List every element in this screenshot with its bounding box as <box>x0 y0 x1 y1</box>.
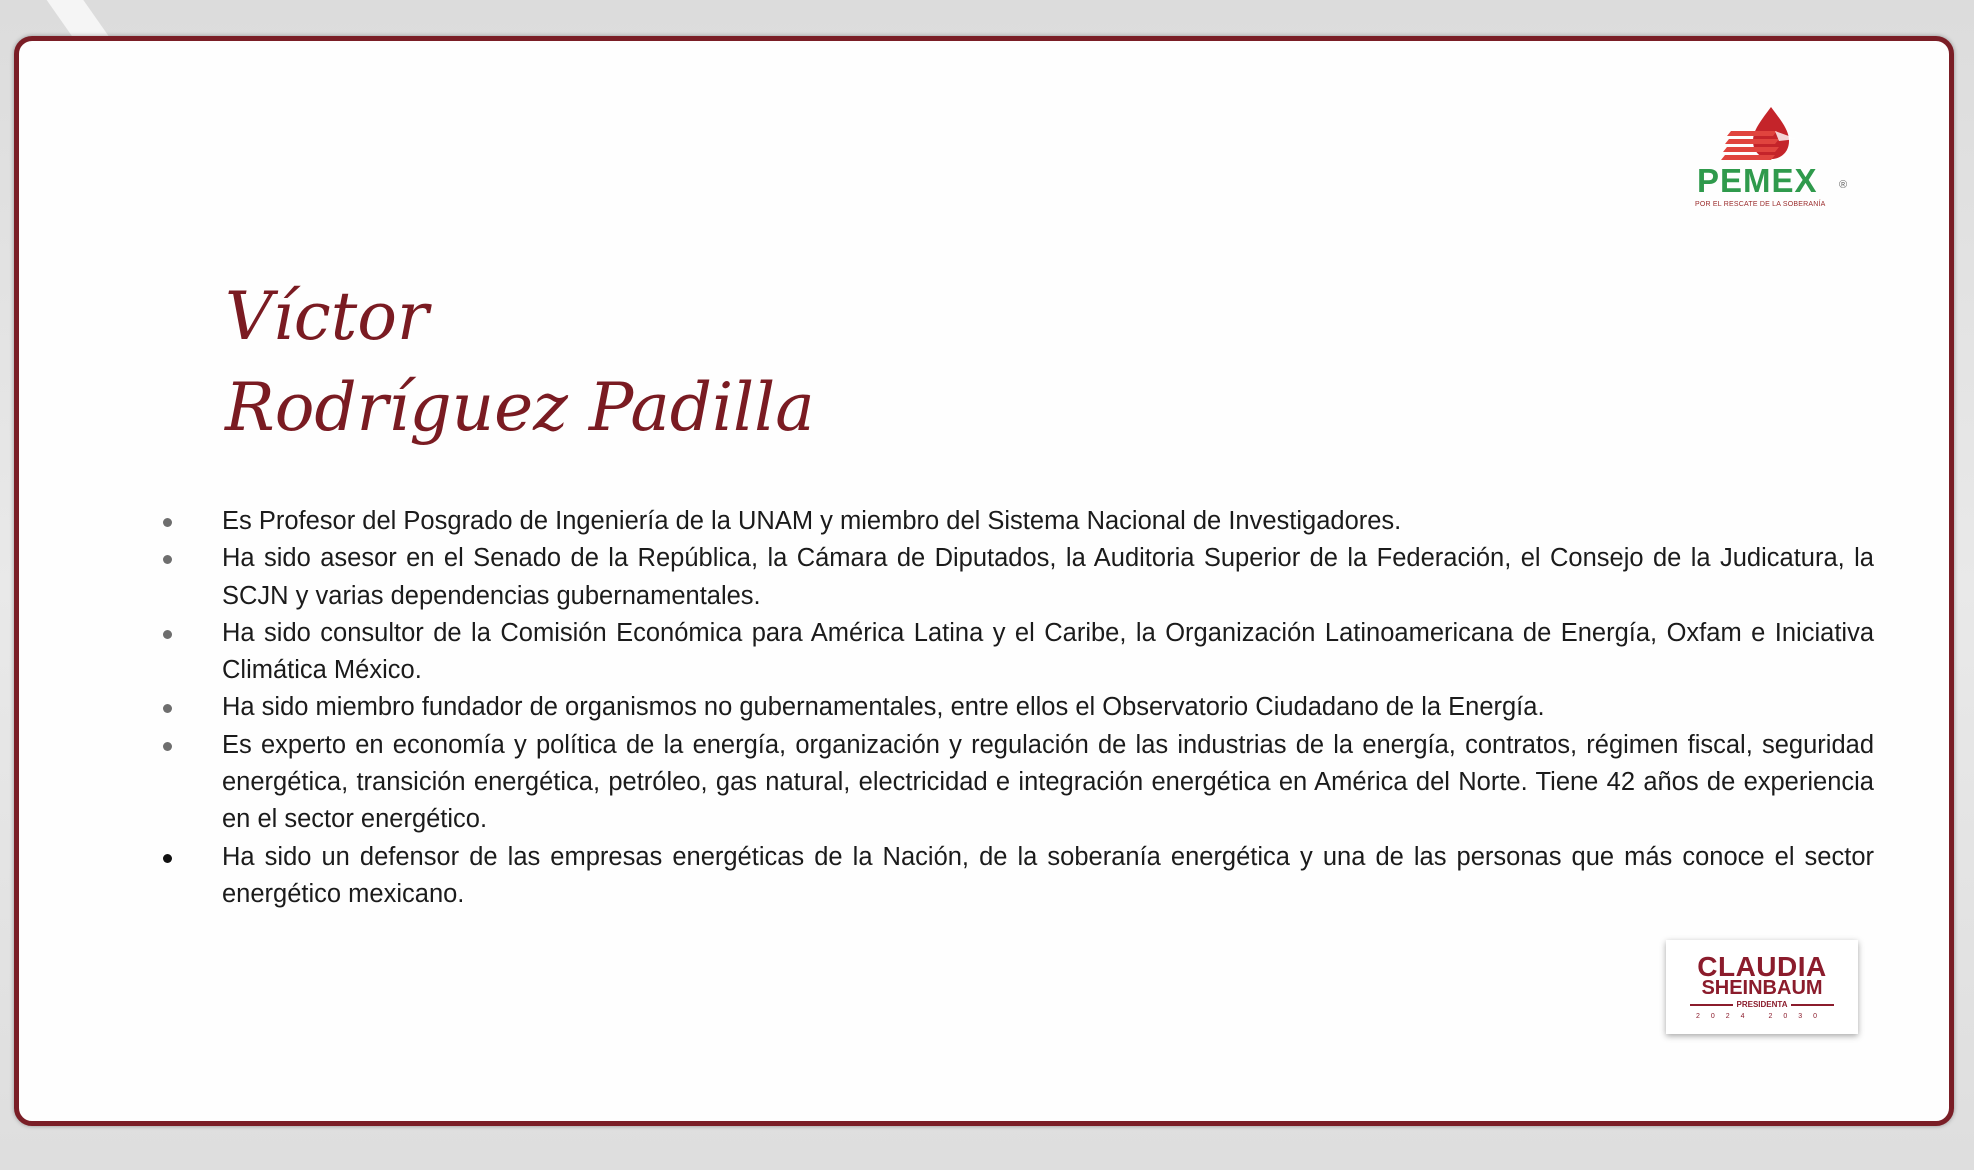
bio-item-text: Ha sido asesor en el Senado de la República, la Cámara de Diputados, la Auditoria Superior de la Federación, el Consejo de la Judicatura, la SCJN y varias dependencias gubernamentales. <box>222 544 1874 610</box>
bullet-icon <box>163 518 172 527</box>
bio-item-text: Ha sido un defensor de las empresas energéticas de la Nación, de la soberanía energética y una de las personas que más conoce el sector energético mexicano. <box>222 842 1874 908</box>
campaign-logo-years: 2024 2030 <box>1695 1013 1829 1020</box>
campaign-logo-title-text: PRESIDENTA <box>1733 1000 1792 1009</box>
bullet-icon <box>163 555 172 564</box>
bio-item <box>163 689 1874 726</box>
bullet-icon <box>163 704 172 713</box>
bio-item <box>163 503 1874 540</box>
campaign-logo-last-name: SHEINBAUM <box>1701 977 1823 999</box>
last-name: Rodríguez Padilla <box>225 369 815 446</box>
first-name: Víctor <box>225 278 429 355</box>
bio-item <box>163 615 1874 690</box>
bio-item-text: Ha sido miembro fundador de organismos no gubernamentales, entre ellos el Observatorio Ciudadano de la Energía. <box>222 693 1545 722</box>
bio-item-text: Es experto en economía y política de la energía, organización y regulación de las industrias de la energía, contratos, régimen fiscal, seguridad energética, transición energética, petróleo, gas natural, electricidad e integración energética en América del Norte. Tiene 42 años de experiencia en el sector energético. <box>222 730 1874 834</box>
pemex-wordmark: PEMEX <box>1697 162 1818 199</box>
campaign-logo <box>1666 940 1858 1034</box>
presentation-slide <box>14 36 1954 1126</box>
bio-item <box>163 540 1874 615</box>
pemex-logo <box>1679 105 1859 215</box>
campaign-logo-title <box>1666 1000 1858 1010</box>
pemex-tagline: POR EL RESCATE DE LA SOBERANÍA <box>1695 201 1826 208</box>
bio-item <box>163 839 1874 914</box>
pemex-eagle-drop-icon <box>1679 105 1859 165</box>
bio-item-text: Es Profesor del Posgrado de Ingeniería de la UNAM y miembro del Sistema Nacional de Investigadores. <box>222 507 1402 535</box>
bullet-icon <box>163 630 172 639</box>
bullet-icon <box>163 742 172 751</box>
profile-name <box>225 271 815 453</box>
registered-mark: ® <box>1839 179 1848 191</box>
bio-item <box>163 727 1874 839</box>
bio-item-text: Ha sido consultor de la Comisión Económica para América Latina y el Caribe, la Organización Latinoamericana de Energía, Oxfam e Iniciativa Climática México. <box>222 618 1874 685</box>
campaign-logo-first-name: CLAUDIA <box>1697 951 1827 982</box>
bio-list <box>163 503 1874 913</box>
bullet-icon <box>163 854 172 863</box>
